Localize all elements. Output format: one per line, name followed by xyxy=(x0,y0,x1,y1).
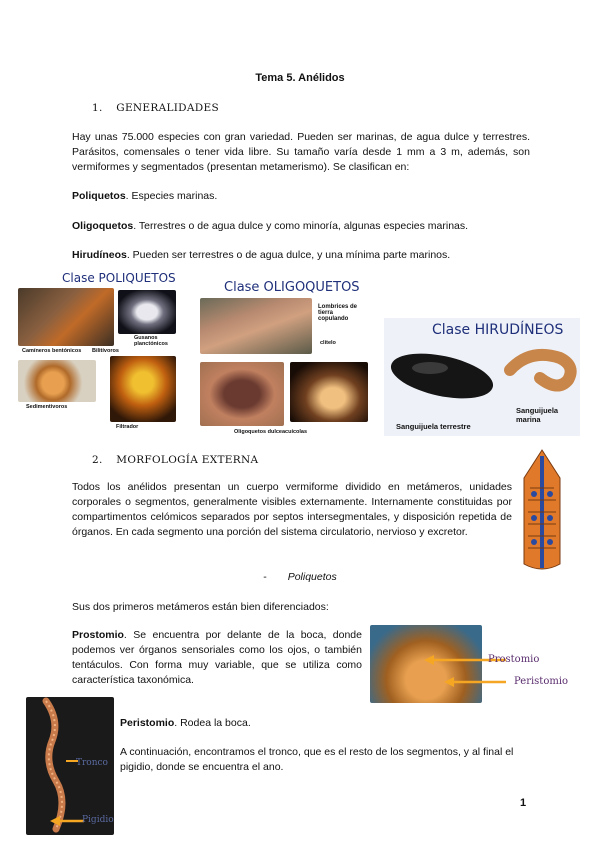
class-oligoquetos xyxy=(72,219,530,234)
class-hirudineos xyxy=(72,248,530,263)
class-desc: . Especies marinas. xyxy=(125,190,218,202)
oligoquetos-figure-title: Clase OLIGOQUETOS xyxy=(224,280,360,295)
page-title: Tema 5. Anélidos xyxy=(255,72,345,84)
photo-freshwater-worm-1 xyxy=(200,362,284,426)
subheading-poliquetos xyxy=(0,571,600,583)
annelid-classes-figure xyxy=(14,268,586,438)
photo-bentonic-worm xyxy=(18,288,114,346)
page-number: 1 xyxy=(520,797,527,809)
caption: Lombrices de tierra copulando xyxy=(318,304,358,322)
label-tronco: Tronco xyxy=(76,758,108,768)
prostomio-desc: . Se encuentra por delante de la boca, donde podemos ver órganos sensoriales como los ojos, o también tentáculos. Con forma muy variable, que se utiliza como característica taxonómica. xyxy=(72,629,362,686)
caption: Sedimentivoros xyxy=(26,404,68,410)
caption: Bilitívoros xyxy=(92,348,119,354)
subheading-label: Poliquetos xyxy=(287,571,337,583)
class-term: Hirudíneos xyxy=(72,249,127,261)
class-poliquetos xyxy=(72,189,530,204)
subheading-dash: - xyxy=(263,571,267,583)
morfologia-paragraph: Todos los anélidos presentan un cuerpo vermiforme dividido en metámeros, unidades corporales o segmentos, generalmente visibles externamente. Internamente constituidas por compartimentos celómicos separados por septos intersegmentales, y disposición repetida de órganos. En cada segmento una porción del sistema circulatorio, nervioso y excretor. xyxy=(72,481,512,538)
photo-planktonic-worm xyxy=(118,290,176,334)
caption: Filtrador xyxy=(116,424,139,430)
section-number: 1. xyxy=(92,102,103,114)
peristomio-paragraph xyxy=(120,716,540,731)
class-desc: . Pueden ser terrestres o de agua dulce, y una mínima parte marinos. xyxy=(126,249,451,261)
section-number: 2. xyxy=(92,454,103,466)
prostomio-term: Prostomio xyxy=(72,629,124,641)
peristomio-term: Peristomio xyxy=(120,717,175,729)
photo-sediment-worm xyxy=(18,360,96,402)
section-heading-generalidades xyxy=(92,102,219,114)
class-desc: . Terrestres o de agua dulce y como minoría, algunas especies marinas. xyxy=(133,220,469,232)
caption: Sanguijuela marina xyxy=(516,406,559,424)
label-pigidio: Pigidio xyxy=(82,815,114,825)
prostomio-paragraph xyxy=(72,628,362,688)
hirudineos-figure-title: Clase HIRUDÍNEOS xyxy=(432,322,564,338)
class-term: Poliquetos xyxy=(72,190,126,202)
intro-paragraph: Hay unas 75.000 especies con gran variedad. Pueden ser marinas, de agua dulce y terrestres. Parásitos, comensales o tener vida libre. Su tamaño varía desde 1 mm a 3 m, además, son vermiformes y segmentados (presentan metamerismo). Se clasifican en: xyxy=(72,131,530,173)
class-term: Oligoquetos xyxy=(72,220,134,232)
label-prostomio: Prostomio xyxy=(488,654,540,665)
photo-earthworms xyxy=(200,298,312,354)
poliquetos-figure-title: Clase POLIQUETOS xyxy=(62,271,176,285)
caption: clitelo xyxy=(320,340,336,346)
tronco-paragraph: A continuación, encontramos el tronco, que es el resto de los segmentos, y al final el pigidio, donde se encuentra el ano. xyxy=(120,746,514,773)
metameros-line: Sus dos primeros metámeros están bien diferenciados: xyxy=(72,601,329,613)
annelid-segment-diagram xyxy=(520,448,564,574)
caption: Oligoquetos dulceacuícolas xyxy=(234,429,308,435)
photo-freshwater-worm-2 xyxy=(290,362,368,422)
caption: Camíneros bentónicos xyxy=(22,348,82,354)
section-heading-morfologia xyxy=(92,454,258,466)
section-title: GENERALIDADES xyxy=(116,102,219,114)
caption: Sanguijuela terrestre xyxy=(396,422,471,431)
label-peristomio: Peristomio xyxy=(514,676,569,687)
photo-filter-worm xyxy=(110,356,176,422)
section-title: MORFOLOGÍA EXTERNA xyxy=(116,454,259,466)
peristomio-desc: . Rodea la boca. xyxy=(174,717,251,729)
caption: Gusanos planctónicos xyxy=(134,335,168,347)
